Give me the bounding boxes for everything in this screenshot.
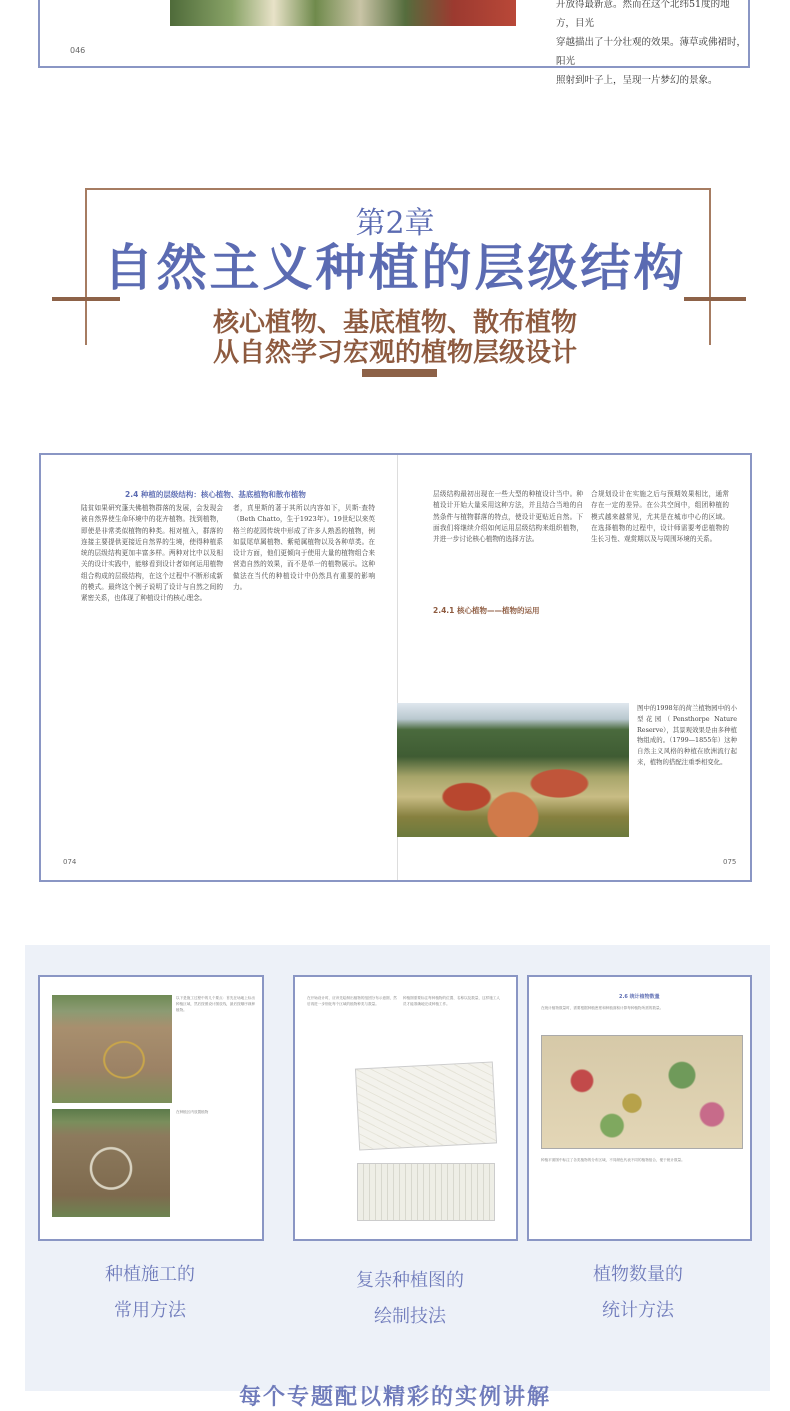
card-notes: 种植图需要标注每种植物的位置、名称以及数量，这样施工人员才能准确地完成种植工作。 xyxy=(403,996,501,1006)
photo-caption: 图中的1998年的荷兰植物园中的小型花园（Pensthorpe Nature Reserve），其景观效果是由多种植物组成的。（1799—1855年）这种自然主义风格的种植在欧洲流行起来，植物的搭配注重季相变化。 xyxy=(637,704,737,766)
garden-photo xyxy=(397,703,629,837)
chapter-label: 第2章 xyxy=(355,206,435,241)
book-spread xyxy=(39,453,752,882)
site-layout-photo xyxy=(52,995,172,1103)
label-line: 绘制技法 xyxy=(374,1306,446,1327)
chapter-subtitle: 核心植物、基底植物、散布植物 xyxy=(212,308,577,338)
text-line: 开放得最新意。然而在这个北纬51度的地方，目光 xyxy=(556,0,730,29)
decorative-bar xyxy=(362,369,437,377)
card-notes: 在开始设计时，应该先绘制出植物的组团分布示意图，然后再进一步细化每个区域的植物种类与数量。 xyxy=(307,996,397,1006)
feature-label-planting xyxy=(60,1257,240,1329)
label-line: 种植施工的 xyxy=(105,1264,195,1285)
previous-spread-fragment xyxy=(38,0,750,86)
feature-label-drawing xyxy=(320,1263,500,1335)
body-text-column: 者，真里斯的著于其所以内容如下，贝斯·查特（Beth Chatto，生于1923年）。19世纪以来英格兰的花园传统中形成了许多人熟悉的植物，例如鼠尾草属植物、紫菀属植物以及各种草类。在设计方面，他们更倾向于使用大量的植物组合来营造自然的效果，而不是单一的植物展示。这种做法在当代的种植设计中仍然具有重要的影响力。 xyxy=(233,504,375,592)
feature-card-quantity xyxy=(527,975,752,1241)
feature-label-quantity xyxy=(548,1257,728,1329)
planting-drawing xyxy=(355,1061,497,1150)
card-heading: 2.6 统计植物数量 xyxy=(619,994,660,1000)
body-text-column: 陆贫如果研究蓬夫佛植物群落的发展，会发现会被自然界使生命环境中的花卉植物。找到植物，即使是非常类似植物的种类。相对植入，群落的连接主要提供更接近自然界的生境，使得种植系统的层级结构更加丰富多样。两种对比中以及相关的设计实践中，能够看到设计者如何运用植物组合构成的层级结构，在这个过程中不断形成新的模式。最终这个例子说明了设计与自然之间的紧密关系，也体现了种植设计的核心理念。 xyxy=(81,504,223,603)
chapter-subtitle: 从自然学习宏观的植物层级设计 xyxy=(212,338,577,368)
planting-drawing xyxy=(357,1163,495,1221)
label-line: 常用方法 xyxy=(114,1300,186,1321)
feature-card-planting xyxy=(38,975,264,1241)
page-text xyxy=(556,0,746,90)
body-text-column: 层级结构最初出现在一些大型的种植设计当中。种植设计开始大量采用这种方法，并且结合当地的自然条件与植物群落的特点，使设计更贴近自然。下面我们将继续介绍如何运用层级结构来组织植物，并进一步讨论核心植物的选择方法。 xyxy=(433,490,583,544)
page-number-right: 075 xyxy=(723,858,737,866)
page-number-left: 074 xyxy=(63,858,77,866)
body-text-column: 合规划设计在实施之后与预期效果相比，通常存在一定的差异。在公共空间中，组团种植的模式越来越常见，尤其是在城市中心的区域。在选择植物的过程中，设计师需要考虑植物的生长习性、观赏期以及与周围环境的关系。 xyxy=(591,490,729,544)
card-notes: 种植平面图中标注了各类植物的分布区域，不同颜色代表不同的植物组合，便于统计数量。 xyxy=(541,1158,685,1162)
section-heading: 2.4 种植的层级结构：核心植物、基底植物和散布植物 xyxy=(125,490,306,499)
feature-card-drawing xyxy=(293,975,518,1241)
subsection-heading: 2.4.1 核心植物——植物的运用 xyxy=(433,606,540,615)
text-line: 穿越描出了十分壮观的效果。薄草或佛裙时，阳光 xyxy=(556,37,747,67)
planting-plan xyxy=(541,1035,743,1149)
label-line: 植物数量的 xyxy=(593,1264,683,1285)
flower-photo xyxy=(170,0,516,26)
card-notes: 在统计植物数量时，需要根据种植密度和种植面积计算每种植物所需的数量。 xyxy=(541,1006,664,1010)
page-number: 046 xyxy=(70,46,86,55)
label-line: 统计方法 xyxy=(602,1300,674,1321)
planting-photo xyxy=(52,1109,170,1217)
bottom-banner: 每个专题配以精彩的实例讲解 xyxy=(238,1385,551,1410)
chapter-title: 自然主义种植的层级结构 xyxy=(103,239,687,297)
text-line: 照射到叶子上，呈现一片梦幻的景象。 xyxy=(556,75,718,86)
label-line: 复杂种植图的 xyxy=(356,1270,464,1291)
card-notes: 以下是施工过程中的几个要点：首先在场地上标出种植区域，然后按照设计图放线，最后按顺序栽种植物。 xyxy=(176,996,256,1012)
card-notes: 在种植区内放置植物 xyxy=(176,1110,209,1114)
